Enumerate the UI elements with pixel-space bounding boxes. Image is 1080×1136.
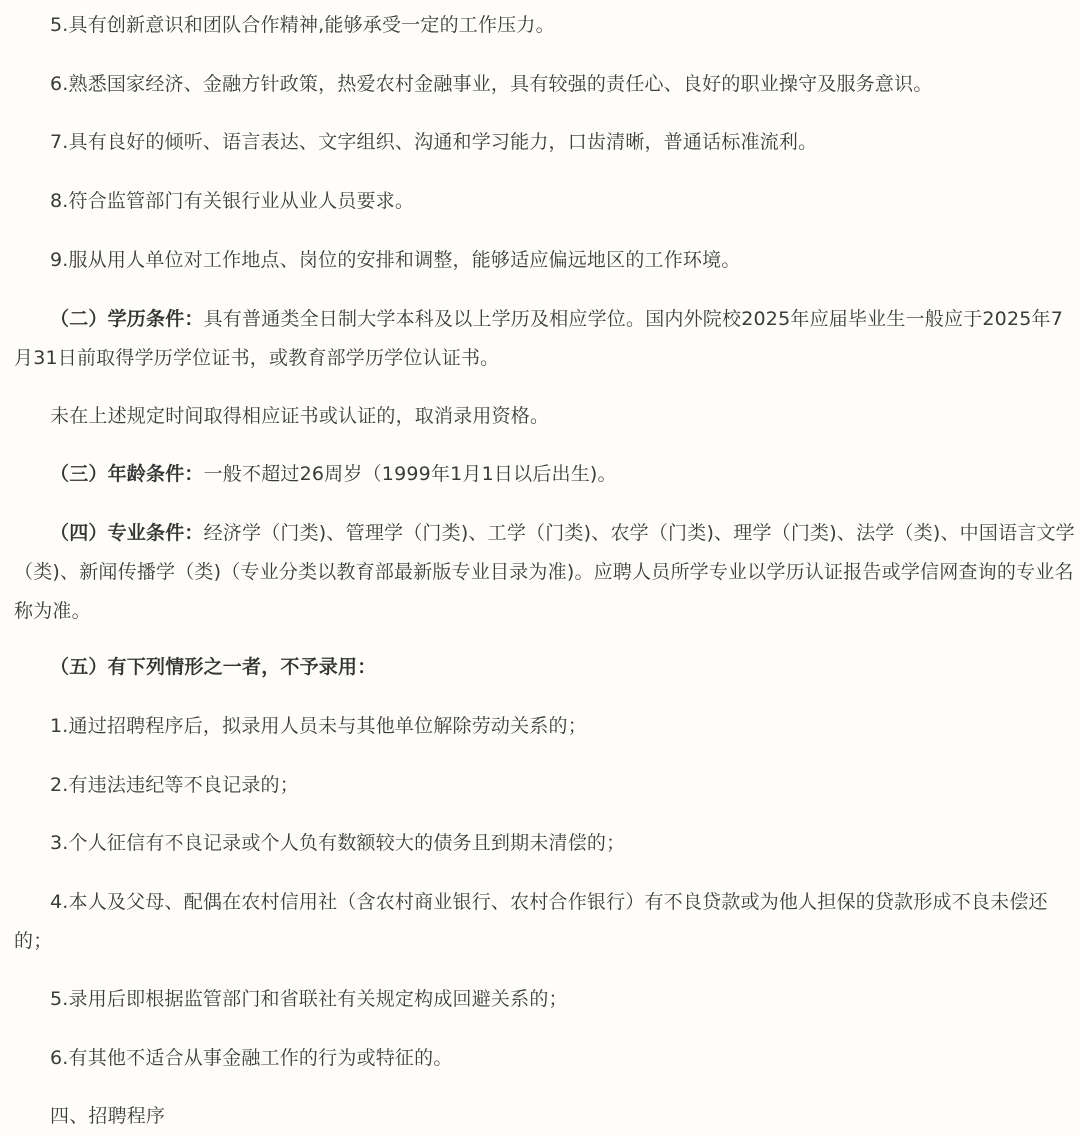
exclusions-label: （五）有下列情形之一者，不予录用： bbox=[50, 656, 377, 678]
major-text: 经济学（门类)、管理学（门类)、工学（门类)、农学（门类)、理学（门类)、法学（类)、中国语言文学（类)、新闻传播学（类)（专业分类以教育部最新版专业目录为准)。应聘人员所学专业以学历认证报告或学信网查询的专业名称为准。 bbox=[14, 522, 1075, 622]
exclusion-item-4: 4.本人及父母、配偶在农村信用社（含农村商业银行、农村合作银行）有不良贷款或为他人担保的贷款形成不良未偿还的； bbox=[14, 891, 1048, 952]
age-condition bbox=[14, 455, 1076, 494]
section-title-recruitment-procedure: 四、招聘程序 bbox=[50, 1105, 166, 1127]
requirement-item-7: 7.具有良好的倾听、语言表达、文字组织、沟通和学习能力，口齿清晰，普通话标准流利。 bbox=[50, 131, 818, 153]
exclusions-heading bbox=[14, 648, 1076, 687]
major-label: （四）专业条件： bbox=[50, 522, 204, 544]
major-condition bbox=[14, 514, 1076, 631]
exclusion-item-5: 5.录用后即根据监管部门和省联社有关规定构成回避关系的； bbox=[50, 988, 568, 1010]
education-note: 未在上述规定时间取得相应证书或认证的，取消录用资格。 bbox=[50, 405, 550, 427]
education-label: （二）学历条件： bbox=[50, 308, 204, 330]
exclusion-item-2: 2.有违法违纪等不良记录的； bbox=[50, 774, 299, 796]
exclusion-item-1: 1.通过招聘程序后，拟录用人员未与其他单位解除劳动关系的； bbox=[50, 715, 587, 737]
requirement-item-9: 9.服从用人单位对工作地点、岗位的安排和调整，能够适应偏远地区的工作环境。 bbox=[50, 249, 741, 271]
requirement-item-8: 8.符合监管部门有关银行业从业人员要求。 bbox=[50, 190, 415, 212]
exclusion-item-6: 6.有其他不适合从事金融工作的行为或特征的。 bbox=[50, 1047, 453, 1069]
requirement-item-6: 6.熟悉国家经济、金融方针政策，热爱农村金融事业，具有较强的责任心、良好的职业操守及服务意识。 bbox=[50, 73, 933, 95]
age-label: （三）年龄条件： bbox=[50, 463, 204, 485]
education-text: 具有普通类全日制大学本科及以上学历及相应学位。国内外院校2025年应届毕业生一般应于2025年7月31日前取得学历学位证书，或教育部学历学位认证书。 bbox=[14, 308, 1064, 369]
education-condition bbox=[14, 300, 1076, 378]
requirement-item-5: 5.具有创新意识和团队合作精神,能够承受一定的工作压力。 bbox=[50, 14, 555, 36]
exclusion-item-3: 3.个人征信有不良记录或个人负有数额较大的债务且到期未清偿的； bbox=[50, 832, 626, 854]
age-text: 一般不超过26周岁（1999年1月1日以后出生)。 bbox=[203, 463, 617, 485]
